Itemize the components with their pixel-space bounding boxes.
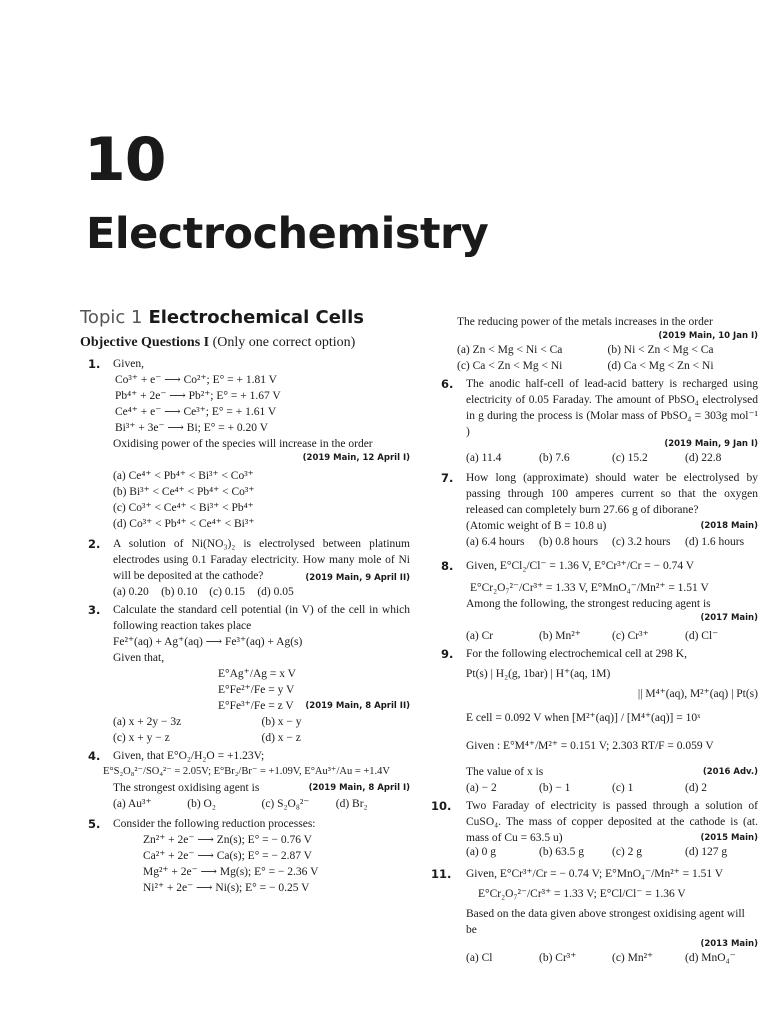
question-text: Two Faraday of electricity is passed through a solution of CuSO₄. The mass of copper deposited at the cathode is (at. mass of Cu = 63.5 u) <box>466 800 758 844</box>
option: (b) 0.8 hours <box>539 536 599 548</box>
question-text: Calculate the standard cell potential (in V) of the cell in which following reaction takes place <box>113 604 410 632</box>
given-value: E°Fe²⁺/Fe = y V <box>218 684 295 696</box>
exam-source: (2019 Main, 10 Jan I) <box>658 331 758 341</box>
option: (a) Cl <box>466 952 493 964</box>
option: (d) 1.6 hours <box>685 536 745 548</box>
option: (b) x − y <box>261 716 302 728</box>
option: (a) 11.4 <box>466 452 502 464</box>
reaction: Fe²⁺(aq) + Ag⁺(aq) ⟶ Fe³⁺(aq) + Ag(s) <box>113 636 303 648</box>
given-value: E°Fe³⁺/Fe = z V <box>218 700 294 712</box>
cell-notation: || M⁴⁺(aq), M²⁺(aq) | Pt(s) <box>637 688 758 700</box>
question-9 <box>433 646 758 796</box>
option: (a) 0.20 <box>113 586 149 598</box>
option: (d) Cl⁻ <box>685 630 719 642</box>
option: (a) x + 2y − 3z <box>113 716 182 728</box>
options <box>113 796 410 812</box>
question-text: Oxidising power of the species will increase in the order <box>113 438 373 450</box>
cell-notation: Pt(s) | H₂(g, 1bar) | H⁺(aq, 1M) <box>466 668 611 680</box>
question-text: The strongest oxidising agent is <box>113 782 260 794</box>
question-row <box>113 780 410 796</box>
question-text: The reducing power of the metals increases in the order <box>457 316 713 328</box>
question-number: 9. <box>441 647 454 661</box>
equation-line: Mg²⁺ + 2e⁻ ⟶ Mg(s); E° = − 2.36 V <box>143 866 319 878</box>
question-5-continued <box>433 314 758 374</box>
options <box>466 628 758 644</box>
options <box>466 534 758 550</box>
question-text: Given, that E°O₂/H₂O = +1.23V; <box>113 750 265 762</box>
option: (b) − 1 <box>539 782 571 794</box>
question-7 <box>433 470 758 550</box>
option: (d) MnO₄⁻ <box>685 952 736 964</box>
option: (d) Br₂ <box>335 798 368 810</box>
topic-name: Electrochemical Cells <box>148 307 364 328</box>
option: (c) Cr³⁺ <box>612 630 649 642</box>
question-text: How long (approximate) should water be electrolysed by passing through 100 amperes current so that the oxygen released can completely burn 27.66 g of diborane? <box>466 472 758 516</box>
equation-line: Co³⁺ + e⁻ ⟶ Co²⁺; E° = + 1.81 V <box>115 374 277 386</box>
option: (b) 0.10 <box>161 586 198 598</box>
right-column <box>433 314 758 968</box>
question-text: Among the following, the strongest reducing agent is <box>466 598 711 610</box>
exam-source: (2018 Main) <box>700 521 758 531</box>
question-text: The anodic half-cell of lead-acid battery is recharged using electricity of 0.05 Faraday. The amount of PbSO₄ electrolysed in g during the process is (Molar mass of PbSO₄ = 303g mol⁻¹ ) <box>466 378 758 438</box>
option: (d) Ca < Mg < Zn < Ni <box>607 360 714 372</box>
question-6 <box>433 376 758 466</box>
option: (a) Zn < Mg < Ni < Ca <box>457 344 563 356</box>
exam-source: (2016 Adv.) <box>702 767 758 777</box>
question-row <box>466 518 758 534</box>
question-number: 10. <box>431 799 452 813</box>
objective-label: Objective Questions I <box>80 335 210 350</box>
question-number: 4. <box>88 749 101 763</box>
option: (a) − 2 <box>466 782 497 794</box>
option: (d) x − z <box>261 732 301 744</box>
question-number: 11. <box>431 867 452 881</box>
question-2 <box>80 536 410 600</box>
given-value: E°Ag⁺/Ag = x V <box>218 668 296 680</box>
exam-source: (2019 Main, 12 April I) <box>302 453 410 463</box>
options <box>466 780 758 796</box>
given-values: Given : E°M⁴⁺/M²⁺ = 0.151 V; 2.303 RT/F = 0.059 V <box>466 740 714 752</box>
equation-line: Pb⁴⁺ + 2e⁻ ⟶ Pb²⁺; E° = + 1.67 V <box>115 390 281 402</box>
objective-heading <box>80 334 410 352</box>
option: (d) 2 <box>685 782 708 794</box>
given-values: E°Cr₂O₇²⁻/Cr³⁺ = 1.33 V, E°MnO₄⁻/Mn²⁺ = 1.51 V <box>470 582 709 594</box>
option: (c) Mn²⁺ <box>612 952 654 964</box>
question-text: The value of x is <box>466 766 544 778</box>
options <box>113 714 410 746</box>
options <box>466 450 758 466</box>
given-values: Given, E°Cl₂/Cl⁻ = 1.36 V, E°Cr³⁺/Cr = − 0.74 V <box>466 560 695 572</box>
question-text: Based on the data given above strongest oxidising agent will be <box>466 908 745 936</box>
exam-source: (2013 Main) <box>700 939 758 949</box>
option: (b) Mn²⁺ <box>539 630 581 642</box>
question-5 <box>80 816 410 896</box>
option: (c) Ca < Zn < Mg < Ni <box>457 360 563 372</box>
question-number: 1. <box>88 357 101 371</box>
option: (b) Ni < Zn < Mg < Ca <box>607 344 714 356</box>
exam-source: (2019 Main, 8 April I) <box>308 783 410 793</box>
question-4 <box>80 748 410 812</box>
option: (c) 0.15 <box>209 586 245 598</box>
option: (c) x + y − z <box>113 732 170 744</box>
topic-heading <box>80 306 410 330</box>
option: (c) 15.2 <box>612 452 648 464</box>
chapter-number: 10 <box>84 125 166 195</box>
option: (c) 2 g <box>612 846 643 858</box>
question-number: 8. <box>441 559 454 573</box>
given-values: E°S₂O₈²⁻/SO₄²⁻ = 2.05V; E°Br₂/Br⁻ = +1.09V, E°Au³⁺/Au = +1.4V <box>103 766 390 777</box>
question-number: 5. <box>88 817 101 831</box>
question-3 <box>80 602 410 746</box>
option: (a) Au³⁺ <box>113 798 152 810</box>
option: (c) 3.2 hours <box>612 536 671 548</box>
question-number: 3. <box>88 603 101 617</box>
option: (d) 0.05 <box>257 586 294 598</box>
question-text: (Atomic weight of B = 10.8 u) <box>466 520 607 532</box>
option: (d) 22.8 <box>685 452 722 464</box>
option: (a) Ce⁴⁺ < Pb⁴⁺ < Bi³⁺ < Co³⁺ <box>113 470 254 482</box>
options <box>457 342 758 374</box>
question-10 <box>433 798 758 860</box>
equation-line: Bi³⁺ + 3e⁻ ⟶ Bi; E° = + 0.20 V <box>115 422 269 434</box>
option: (a) 6.4 hours <box>466 536 525 548</box>
option: (b) Bi³⁺ < Ce⁴⁺ < Pb⁴⁺ < Co³⁺ <box>113 486 255 498</box>
question-8 <box>433 558 758 644</box>
question-number: 7. <box>441 471 454 485</box>
option: (c) 1 <box>612 782 634 794</box>
given-values: Given, E°Cr³⁺/Cr = − 0.74 V; E°MnO₄⁻/Mn²⁺ = 1.51 V <box>466 868 724 880</box>
equation-line: Ni²⁺ + 2e⁻ ⟶ Ni(s); E° = − 0.25 V <box>143 882 310 894</box>
option: (c) Co³⁺ < Ce⁴⁺ < Bi³⁺ < Pb⁴⁺ <box>113 502 254 514</box>
option: (d) 127 g <box>685 846 728 858</box>
option: (b) O₂ <box>187 798 216 810</box>
question-text: Consider the following reduction processes: <box>113 818 316 830</box>
question-number: 2. <box>88 537 101 551</box>
equation-line: Ca²⁺ + 2e⁻ ⟶ Ca(s); E° = − 2.87 V <box>143 850 312 862</box>
options <box>113 584 305 600</box>
option: (b) 7.6 <box>539 452 570 464</box>
option: (a) Cr <box>466 630 494 642</box>
question-intro: Given, <box>113 358 144 370</box>
option: (b) Cr³⁺ <box>539 952 577 964</box>
options <box>466 950 758 966</box>
option: (b) 63.5 g <box>539 846 585 858</box>
question-text: A solution of Ni(NO₃)₂ is electrolysed between platinum electrodes using 0.1 Faraday electricity. How many mole of Ni will be deposited at the cathode? <box>113 538 410 582</box>
option: (a) 0 g <box>466 846 497 858</box>
exam-source: (2019 Main, 8 April II) <box>305 701 410 711</box>
question-11 <box>433 866 758 966</box>
given-values: E°Cr₂O₇²⁻/Cr³⁺ = 1.33 V; E°Cl/Cl⁻ = 1.36 V <box>478 888 686 900</box>
options <box>466 844 758 860</box>
exam-source: (2015 Main) <box>700 833 758 843</box>
question-row <box>466 764 758 780</box>
topic-label: Topic 1 <box>80 307 143 328</box>
chapter-title: Electrochemistry <box>86 209 489 259</box>
exam-source: (2019 Main, 9 Jan I) <box>664 439 758 449</box>
cell-condition: E cell = 0.092 V when [M²⁺(aq)] / [M⁴⁺(aq)] = 10ˣ <box>466 712 701 724</box>
exam-source: (2017 Main) <box>700 613 758 623</box>
question-text: For the following electrochemical cell at 298 K, <box>466 648 687 660</box>
option: (d) Co³⁺ < Pb⁴⁺ < Ce⁴⁺ < Bi³⁺ <box>113 518 255 530</box>
question-1 <box>80 356 410 532</box>
option: (c) S₂O₈²⁻ <box>261 798 310 810</box>
equation-line: Zn²⁺ + 2e⁻ ⟶ Zn(s); E° = − 0.76 V <box>143 834 312 846</box>
question-number: 6. <box>441 377 454 391</box>
exam-source: (2019 Main, 9 April II) <box>305 573 410 583</box>
equation-line: Ce⁴⁺ + e⁻ ⟶ Ce³⁺; E° = + 1.61 V <box>115 406 277 418</box>
left-column <box>80 306 410 898</box>
given-row <box>113 698 410 714</box>
given-label: Given that, <box>113 652 165 664</box>
objective-note: (Only one correct option) <box>212 335 356 350</box>
